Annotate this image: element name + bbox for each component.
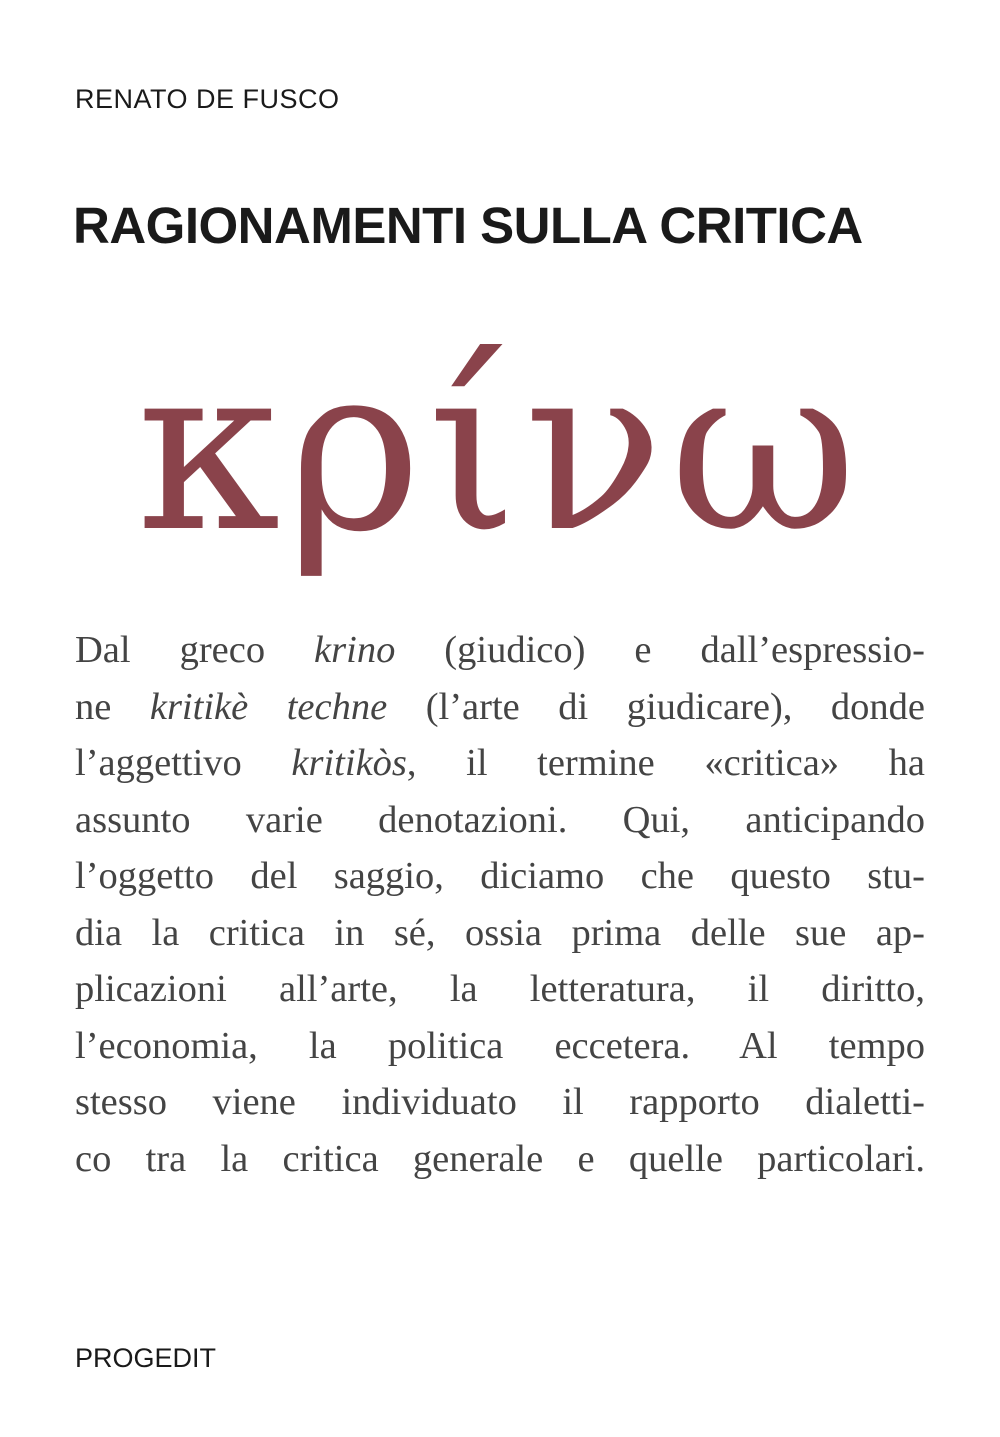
- blurb-text: plicazioni all’arte, la letteratura, il diritto,: [75, 968, 925, 1010]
- blurb-line: [75, 1018, 925, 1075]
- blurb-text: dia la critica in sé, ossia prima delle sue ap-: [75, 911, 925, 954]
- blurb-line: [75, 848, 925, 905]
- italic-term: krino: [314, 629, 396, 671]
- blurb-line: [75, 961, 925, 1018]
- blurb-text: ne: [75, 685, 150, 728]
- blurb-line: [75, 735, 925, 792]
- blurb-text: l’aggettivo: [75, 742, 292, 784]
- blurb-text: , il termine «critica» ha: [406, 742, 925, 784]
- blurb-text: l’economia, la politica eccetera. Al tempo: [75, 1024, 925, 1067]
- author-name: RENATO DE FUSCO: [75, 84, 340, 114]
- blurb-line: [75, 792, 925, 849]
- blurb-text: Dal greco: [75, 629, 315, 671]
- blurb-line: [75, 1074, 925, 1131]
- blurb-text: (l’arte di giudicare), donde: [387, 685, 925, 728]
- greek-word: κρίνω: [136, 316, 864, 583]
- blurb-line: [75, 1131, 925, 1188]
- italic-term: kritikè techne: [149, 685, 388, 728]
- blurb-text: l’oggetto del saggio, diciamo che questo stu-: [75, 855, 925, 897]
- blurb-text: assunto varie denotazioni. Qui, anticipando: [75, 798, 925, 841]
- blurb-paragraph: [75, 622, 925, 1187]
- blurb-text: (giudico) e dall’espressio-: [395, 629, 925, 671]
- blurb-text: stesso viene individuato il rapporto dialetti-: [75, 1081, 925, 1123]
- blurb-text: co tra la critica generale e quelle particolari.: [75, 1137, 925, 1180]
- italic-term: kritikòs: [291, 742, 407, 784]
- blurb-line: [75, 905, 925, 962]
- book-title: RAGIONAMENTI SULLA CRITICA: [73, 197, 863, 254]
- blurb-line: [75, 679, 925, 736]
- blurb-line: [75, 622, 925, 679]
- publisher-name: PROGEDIT: [75, 1343, 217, 1373]
